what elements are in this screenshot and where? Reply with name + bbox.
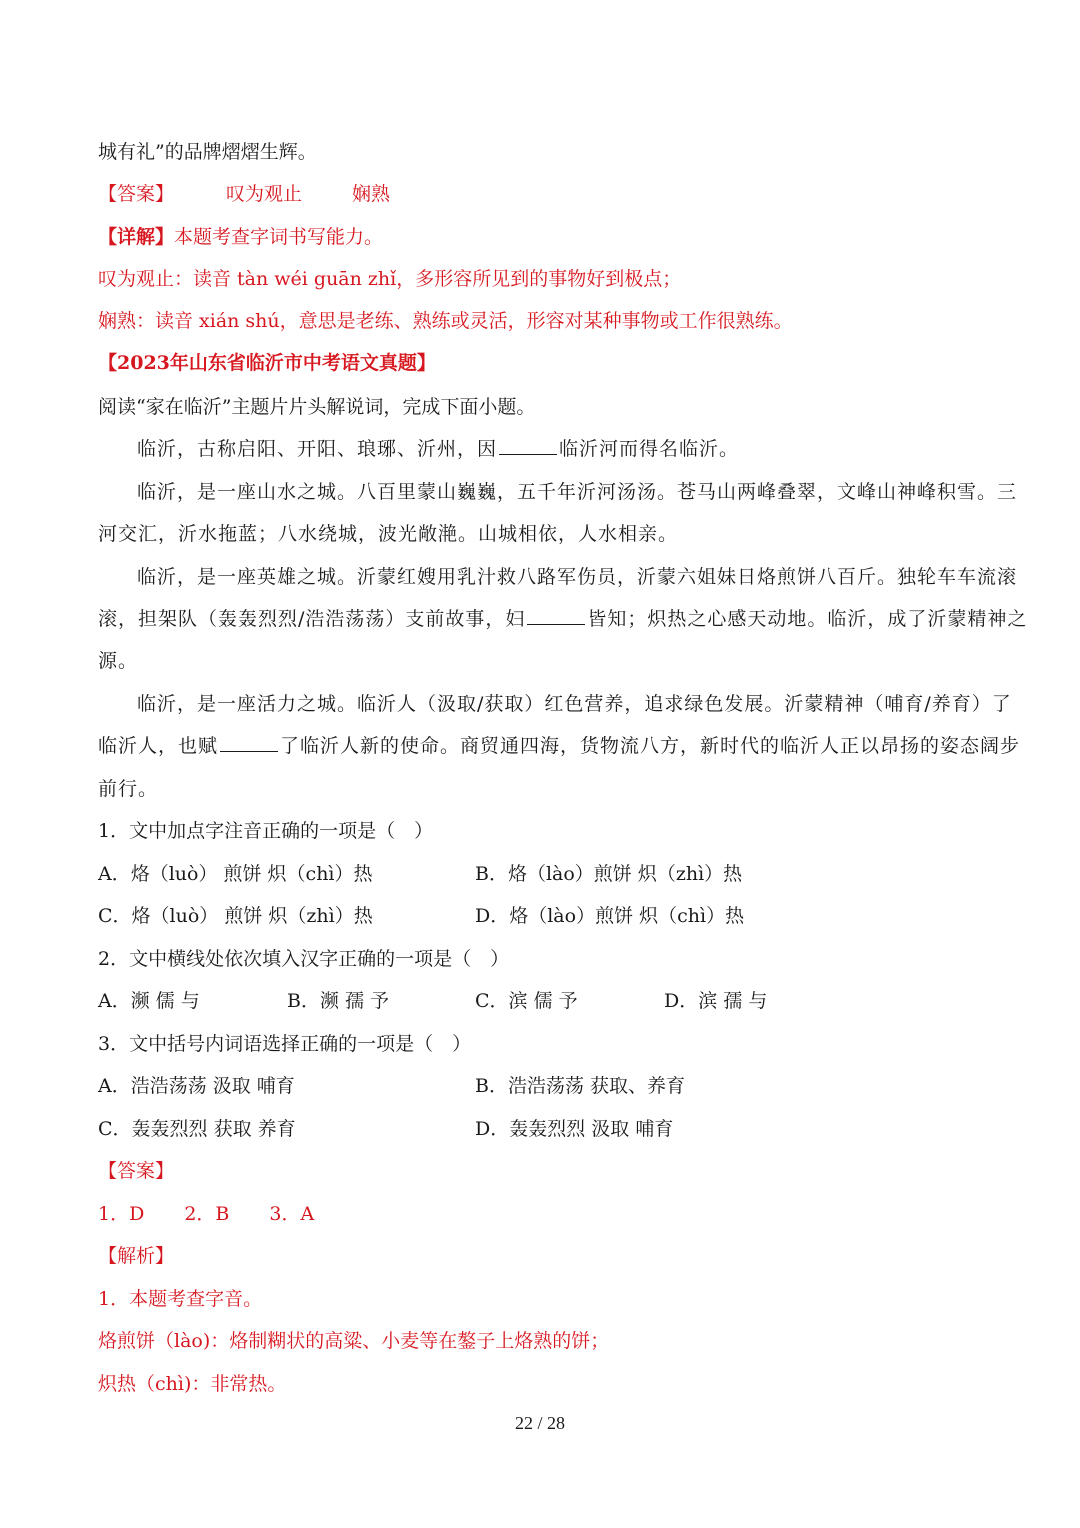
question-3-stem: 3．文中括号内词语选择正确的一项是（ ） <box>98 1033 472 1055</box>
passage-p3b <box>98 606 1028 632</box>
passage-p1 <box>137 436 987 462</box>
q2-option-a: A．濒 儒 与 <box>98 990 200 1012</box>
passage-p3b-2: 皆知；炽热之心感天动地。临沂，成了沂蒙精神之 <box>587 608 1028 630</box>
passage-p4b-2: 了临沂人新的使命。商贸通四海，货物流八方，新时代的临沂人正以昂扬的姿态阔步 <box>280 735 1021 757</box>
q3-option-c: C．轰轰烈烈 获取 养育 <box>98 1118 296 1140</box>
analysis-line1: 1．本题考查字音。 <box>98 1288 263 1310</box>
analysis-line2: 烙煎饼（lào)：烙制糊状的高粱、小麦等在鏊子上烙熟的饼； <box>98 1330 610 1352</box>
detail-1-line2: 娴熟：读音 xián shú，意思是老练、熟练或灵活，形容对某种事物或工作很熟练。 <box>98 310 793 332</box>
answer-2-item-3: 3．A <box>269 1203 315 1225</box>
answer-2-items <box>98 1201 988 1227</box>
instruction: 阅读“家在临沂”主题片片头解说词，完成下面小题。 <box>98 396 536 418</box>
question-1-row1 <box>98 861 988 887</box>
passage-p2a: 临沂，是一座山水之城。八百里蒙山巍巍，五千年沂河汤汤。苍马山两峰叠翠，文峰山神峰积雪。三 <box>137 481 1018 503</box>
detail-1-text: 本题考查字词书写能力。 <box>174 226 384 248</box>
passage-p3a: 临沂，是一座英雄之城。沂蒙红嫂用乳汁救八路军伤员，沂蒙六姐妹日烙煎饼八百斤。独轮车车流滚 <box>137 566 1018 588</box>
q1-option-a: A．烙（luò） 煎饼 炽（chì）热 <box>98 863 373 885</box>
passage-p4c: 前行。 <box>98 778 159 800</box>
q2-option-c: C．滨 儒 予 <box>475 990 578 1012</box>
passage-p3b-1: 滚，担架队（轰轰烈烈/浩浩荡荡）支前故事，妇 <box>98 608 526 630</box>
answer-2-item-2: 2．B <box>184 1203 230 1225</box>
q2-option-d: D．滨 孺 与 <box>664 990 768 1012</box>
blank-3 <box>220 733 278 752</box>
question-2-stem: 2．文中横线处依次填入汉字正确的一项是（ ） <box>98 948 510 970</box>
passage-p4b-1: 临沂人，也赋 <box>98 735 219 757</box>
q3-option-a: A．浩浩荡荡 汲取 哺育 <box>98 1075 295 1097</box>
question-3-row2 <box>98 1116 988 1142</box>
section-title: 【2023年山东省临沂市中考语文真题】 <box>98 352 436 374</box>
answer-1-label: 【答案】 <box>98 183 175 205</box>
passage-p1a: 临沂，古称启阳、开阳、琅琊、沂州，因 <box>137 438 498 460</box>
question-3-row1 <box>98 1073 988 1099</box>
q3-option-b: B．浩浩荡荡 获取、养育 <box>475 1075 686 1097</box>
passage-p4a: 临沂，是一座活力之城。临沂人（汲取/获取）红色营养，追求绿色发展。沂蒙精神（哺育/养育）了 <box>137 693 1012 715</box>
question-1-row2 <box>98 903 988 929</box>
detail-1-label: 【详解】 <box>98 226 175 248</box>
q1-option-b: B．烙（lào）煎饼 炽（zhì）热 <box>475 863 743 885</box>
q2-option-b: B．濒 孺 予 <box>287 990 390 1012</box>
analysis-line3: 炽热（chì)：非常热。 <box>98 1373 287 1395</box>
answer-2-item-1: 1．D <box>98 1203 145 1225</box>
passage-p4b <box>98 733 1021 759</box>
answer-2-label: 【答案】 <box>98 1160 175 1182</box>
answer-1 <box>98 181 988 207</box>
intro-tail: 城有礼”的品牌熠熠生辉。 <box>98 141 317 163</box>
page-number: 22 / 28 <box>514 1413 565 1433</box>
analysis-label: 【解析】 <box>98 1245 175 1267</box>
blank-1 <box>499 436 557 455</box>
answer-1-a2: 娴熟 <box>352 183 391 205</box>
q1-option-c: C．烙（luò） 煎饼 炽（zhì）热 <box>98 905 373 927</box>
detail-1-line1: 叹为观止：读音 tàn wéi guān zhǐ，多形容所见到的事物好到极点； <box>98 268 682 290</box>
blank-2 <box>527 606 585 625</box>
q1-option-d: D．烙（lào）煎饼 炽（chì）热 <box>475 905 745 927</box>
detail-1 <box>98 224 988 250</box>
q3-option-d: D．轰轰烈烈 汲取 哺育 <box>475 1118 674 1140</box>
passage-p1b: 临沂河而得名临沂。 <box>559 438 740 460</box>
question-1-stem: 1．文中加点字注音正确的一项是（ ） <box>98 820 434 842</box>
answer-1-a1: 叹为观止 <box>226 183 303 205</box>
passage-p2b: 河交汇，沂水拖蓝；八水绕城，波光敞滟。山城相依，人水相亲。 <box>98 523 679 545</box>
passage-p3c: 源。 <box>98 650 139 672</box>
